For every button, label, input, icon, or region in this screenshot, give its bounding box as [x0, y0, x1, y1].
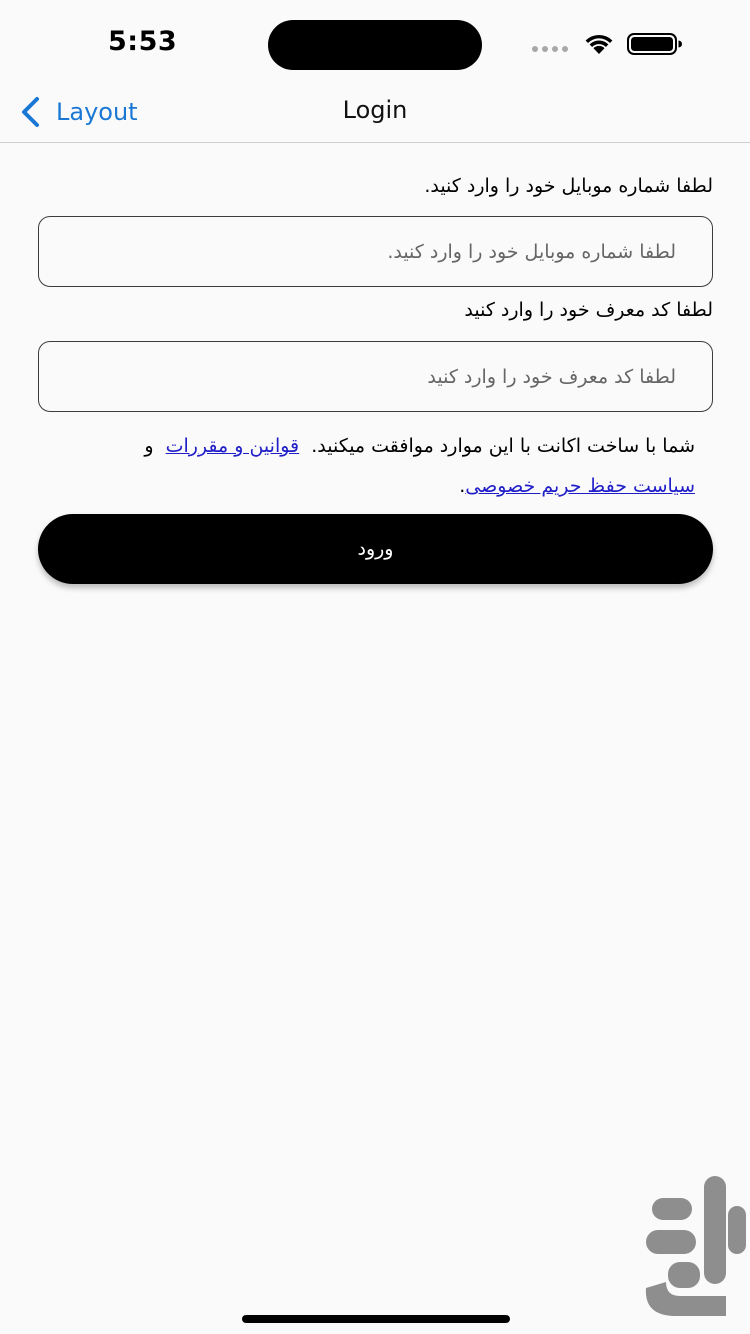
dynamic-island — [268, 20, 482, 70]
wifi-icon — [582, 32, 616, 56]
referral-code-label: لطفا کد معرف خود را وارد کنید — [464, 299, 713, 321]
referral-code-input[interactable] — [38, 341, 713, 412]
terms-link[interactable]: قوانین و مقررات — [165, 435, 300, 457]
store-watermark-logo — [640, 1170, 748, 1322]
page-title: Login — [342, 96, 408, 124]
home-indicator — [242, 1315, 510, 1323]
terms-notice — [35, 426, 695, 506]
phone-input[interactable] — [38, 216, 713, 287]
status-time: 5:53 — [108, 26, 178, 57]
navigation-bar — [0, 88, 750, 143]
signal-dots-icon — [532, 46, 570, 54]
phone-label: لطفا شماره موبایل خود را وارد کنید. — [424, 175, 713, 197]
battery-icon — [627, 33, 683, 55]
terms-text: شما با ساخت اکانت با این موارد موافقت میکنید. — [311, 435, 695, 457]
login-button[interactable]: ورود — [38, 514, 713, 584]
privacy-policy-link[interactable]: سیاست حفظ حریم خصوصی — [465, 475, 695, 497]
terms-end: . — [459, 475, 466, 497]
terms-and: و — [144, 435, 154, 457]
status-bar — [0, 0, 750, 88]
back-label: Layout — [56, 98, 138, 126]
